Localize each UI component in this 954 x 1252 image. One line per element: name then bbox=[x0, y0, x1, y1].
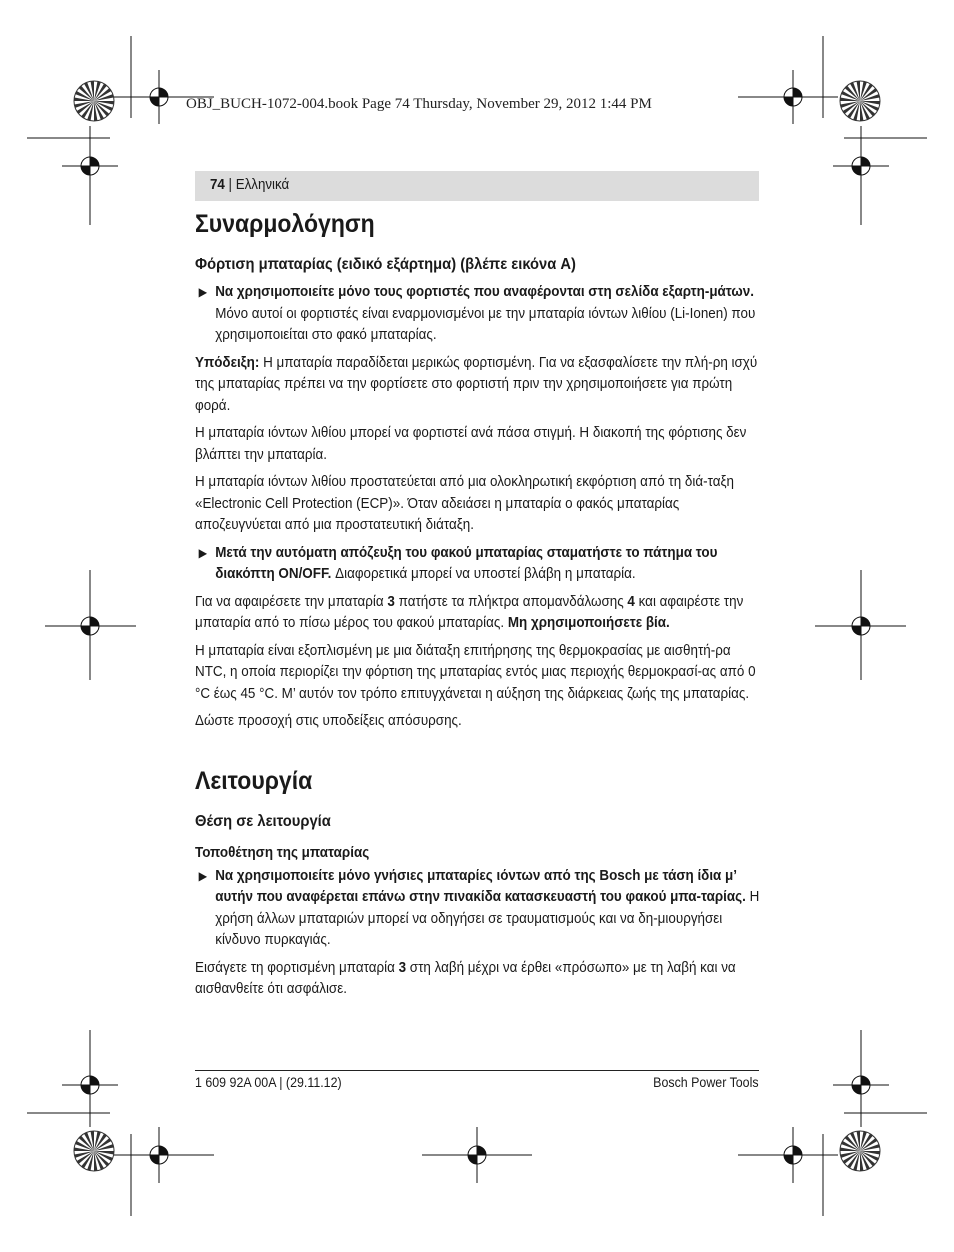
paragraph-disposal: Δώστε προσοχή στις υποδείξεις απόσυρσης. bbox=[195, 713, 462, 729]
subsubsection-title-insert: Τοποθέτηση της μπαταρίας bbox=[195, 844, 370, 861]
starburst-wedge bbox=[845, 1136, 860, 1151]
page-header bbox=[210, 177, 289, 193]
warning-bullet-switch: ▶ Μετά την αυτόματη απόζευξη του φακού μπαταρίας σταματήστε το πάτημα του διακόπτη ON/OFF. Διαφορετικά μπορεί να υποστεί βλάβη η μπαταρία. bbox=[198, 544, 718, 582]
paragraph-ecp: Η μπαταρία ιόντων λιθίου προστατεύεται από μια ολοκληρωτική εκφόρτιση από τη διά-ταξη «Electronic Cell Protection (ECP)». Όταν αδειάσει η μπαταρία ο φακός μπαταρίας αποζευγνύεται από μια προστατευτική διάταξη. bbox=[195, 474, 734, 533]
page-content bbox=[195, 205, 760, 1001]
section-title-operation: Λειτουργία bbox=[195, 766, 313, 795]
footer-doc-number: 1 609 92A 00A | (29.11.12) bbox=[195, 1075, 342, 1090]
warning-bullet-chargers: ▶ Να χρησιμοποιείτε μόνο τους φορτιστές που αναφέρονται στη σελίδα εξαρτη-μάτων. Μόνο αυτοί οι φορτιστές είναι εναρμονισμένοι με την μπαταρία ιόντων λιθίου (Li-Ionen) που χρησιμοποιείται στο φακό μπαταρίας. bbox=[198, 284, 756, 343]
starburst-wedge bbox=[845, 86, 860, 101]
header-separator: | bbox=[224, 177, 236, 193]
registration-target-icon bbox=[833, 126, 889, 225]
bullet-triangle-icon: ▶ bbox=[198, 868, 208, 883]
warning-bullet-genuine: ▶ Να χρησιμοποιείτε μόνο γνήσιες μπαταρίες ιόντων από της Bosch με τάση ίδια μ’ αυτήν που αναφέρεται επάνω στην πινακίδα κατασκευαστή του φακού μπα-ταρίας. Η χρήση άλλων μπαταριών μπορεί να οδηγήσει σε τραυματισμούς και να δη-μιουργήσει κίνδυνο πυρκαγιάς. bbox=[198, 867, 760, 948]
starburst-wedge bbox=[94, 101, 109, 116]
subsection-title-start: Θέση σε λειτουργία bbox=[195, 812, 331, 830]
starburst-wedge bbox=[79, 1136, 94, 1151]
registration-target-icon bbox=[62, 126, 118, 225]
registration-target-icon bbox=[815, 570, 906, 680]
page-number: 74 bbox=[210, 177, 225, 193]
starburst-wedge bbox=[860, 101, 875, 116]
starburst-wedge bbox=[94, 1151, 109, 1166]
starburst-wedge bbox=[79, 86, 94, 101]
paragraph-insert-battery: Εισάγετε τη φορτισμένη μπαταρία 3 στη λαβή μέχρι να έρθει «πρόσωπο» με τη λαβή και να αισθανθείτε ότι ασφάλισε. bbox=[195, 959, 736, 997]
footer-brand: Bosch Power Tools bbox=[653, 1075, 759, 1090]
bullet-triangle-icon: ▶ bbox=[198, 285, 208, 299]
subsection-title-charging: Φόρτιση μπαταρίας (ειδικό εξάρτημα) (βλέπε εικόνα A) bbox=[195, 256, 576, 273]
print-slug: OBJ_BUCH-1072-004.book Page 74 Thursday, November 29, 2012 1:44 PM bbox=[186, 96, 652, 112]
paragraph-charge-anytime: Η μπαταρία ιόντων λιθίου μπορεί να φορτιστεί ανά πάσα στιγμή. Η διακοπή της φόρτισης δεν βλάπτει την μπαταρία. bbox=[195, 425, 747, 463]
bullet-triangle-icon: ▶ bbox=[198, 545, 208, 560]
note-paragraph: Υπόδειξη: Η μπαταρία παραδίδεται μερικώς φορτισμένη. Για να εξασφαλίσετε την πλή-ρη ισχύ της μπαταρίας πρέπει να την φορτίσετε στο φορτιστή πριν την χρησιμοποιήσετε για πρώτη φορά. bbox=[195, 354, 758, 414]
starburst-wedge bbox=[860, 1151, 875, 1166]
header-language: Ελληνικά bbox=[235, 177, 290, 193]
footer-rule bbox=[195, 1070, 759, 1071]
paragraph-ntc: Η μπαταρία είναι εξοπλισμένη με μια διάταξη επιτήρησης της θερμοκρασίας με αισθητή-ρα NTC, η οποία περιορίζει την φόρτιση της μπαταρίας εντός μιας περιοχής θερμοκρασί-ας από 0 °C έως 45 °C. Μ’ αυτόν τον τρόπο επιτυγχάνεται η αύξηση της διάρκειας ζωής της μπαταρίας. bbox=[195, 642, 756, 702]
paragraph-remove-battery: Για να αφαιρέσετε την μπαταρία 3 πατήστε τα πλήκτρα απομανδάλωσης 4 και αφαιρέστε την μπαταρία από το πίσω μέρος του φακού μπαταρίας. Μη χρησιμοποιήσετε βία. bbox=[195, 593, 744, 631]
section-title-assembly: Συναρμολόγηση bbox=[195, 210, 375, 238]
